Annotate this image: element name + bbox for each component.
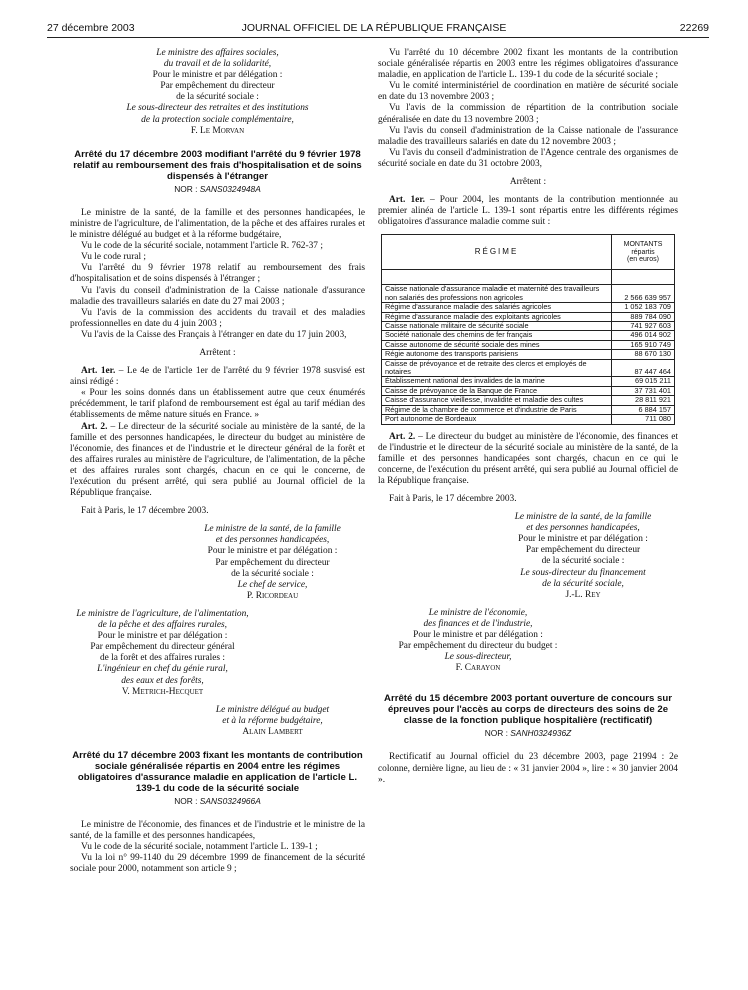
decree-title: Arrêté du 15 décembre 2003 portant ouverture de concours sur épreuves pour l'accès au corps de directeurs des soins de 2e classe de la fonction publique hospitalière (rectificatif) [384, 693, 672, 727]
nor-label: NOR : [174, 183, 198, 194]
sig-line: Par empêchement du directeur [160, 81, 275, 92]
table-body [382, 270, 675, 424]
fait-a-paris: Fait à Paris, le 17 décembre 2003. [81, 506, 209, 517]
nor-value: SANH0324936Z [510, 728, 572, 739]
preamble-paragraph: Vu la loi n° 99-1140 du 29 décembre 1999 de financement de la sécurité sociale pour 2000, notamment son article 9 ; [70, 853, 365, 875]
sig-line: Le ministre de la santé, de la famille [204, 524, 341, 535]
regime-name: Caisse de prévoyance et de retraite des clercs et employés de notaires [382, 359, 612, 377]
regime-name: Caisse d'assurance vieillesse, invalidité et maladie des cultes [382, 396, 612, 405]
preamble-paragraph: Vu le code de la sécurité sociale, notamment l'article R. 762-37 ; [81, 241, 323, 252]
header-page-number: 22269 [679, 22, 709, 34]
sig-line: de la sécurité sociale : [176, 92, 259, 103]
sig-line: Par empêchement du directeur général [90, 642, 235, 653]
header-line: répartis [631, 248, 655, 256]
regime-name: Établissement national des invalides de la marine [382, 377, 612, 386]
regime-amount: 889 784 090 [612, 312, 675, 321]
page-header [0, 0, 748, 40]
header-date: 27 décembre 2003 [47, 22, 135, 34]
article-1 [378, 195, 678, 228]
regime-amount: 28 811 921 [612, 396, 675, 405]
sig-line: Le ministre des affaires sociales, [156, 48, 279, 58]
sig-line: Pour le ministre et par délégation : [413, 630, 543, 640]
table-row [382, 396, 675, 405]
sig-line: Pour le ministre et par délégation : [152, 70, 283, 81]
rectificatif-text: Rectificatif au Journal officiel du 23 décembre 2003, page 21994 : 2e colonne, dernière ligne, au lieu de : « 31 janvier 2004 », lire : « 30 janvier 2004 ». [378, 752, 678, 785]
regime-name: Régime de la chambre de commerce et d'industrie de Paris [382, 405, 612, 414]
regime-name: Caisse autonome de sécurité sociale des mines [382, 340, 612, 349]
header-line: MONTANTS [623, 241, 663, 249]
decree-csg [70, 750, 365, 876]
regime-amount: 165 910 749 [612, 340, 675, 349]
signature-block-sante [488, 512, 678, 601]
sig-line: Pour le ministre et par délégation : [207, 546, 338, 557]
left-column [70, 48, 365, 876]
sig-line: Le ministre de la santé, de la famille [514, 512, 652, 523]
preamble-paragraph: Vu le comité interministériel de coordination en matière de sécurité sociale en date du 13 novembre 2003 ; [378, 81, 678, 103]
regime-name: Régime d'assurance maladie des exploitants agricoles [382, 312, 612, 321]
decree-title: Arrêté du 17 décembre 2003 modifiant l'arrêté du 9 février 1978 relatif au remboursement des frais d'hospitalisation et de soins dispensés à l'étranger [73, 148, 362, 182]
preamble-paragraph: Vu l'avis de la commission de répartition de la contribution sociale généralisée en date du 13 novembre 2003 ; [378, 103, 678, 125]
regime-amount: 88 670 130 [612, 350, 675, 359]
sig-line: de la sécurité sociale, [542, 578, 624, 589]
sig-line: des eaux et des forêts, [121, 675, 204, 686]
preamble-paragraph: Vu l'arrêté du 9 février 1978 relatif au remboursement des frais d'hospitalisation et de soins dispensés à l'étranger ; [70, 263, 365, 285]
sig-line: de la pêche et des affaires rurales, [97, 620, 228, 631]
table-row [382, 359, 675, 377]
decree-title: Arrêté du 17 décembre 2003 fixant les montants de contribution sociale généralisée répartis en 2004 entre les régimes obligatoires d'assurance maladie en application de l'article L. 139-1 du code de la sécurité sociale [72, 749, 363, 794]
signatory-name: F. Carayon [455, 663, 501, 674]
article-text: – Le 4e de l'article 1er de l'arrêté du 9 février 1978 susvisé est ainsi rédigé : [70, 366, 366, 388]
sig-line: et des personnes handicapées, [215, 535, 330, 546]
sig-line: Le ministre de l'économie, [428, 607, 528, 618]
article-label: Art. 2. [389, 431, 416, 442]
sig-line: Le ministre de l'agriculture, de l'alimentation, [76, 608, 249, 619]
header-rule [47, 37, 709, 38]
signatory-name: P. Ricordeau [246, 590, 299, 601]
sig-line: de la protection sociale complémentaire, [141, 114, 294, 125]
sig-line: Pour le ministre et par délégation : [97, 631, 228, 642]
regime-table [381, 234, 675, 424]
regime-name: Régie autonome des transports parisiens [382, 350, 612, 359]
table-row [382, 303, 675, 312]
top-signature-block [70, 48, 365, 137]
regime-amount: 711 080 [612, 415, 675, 424]
fait-a-paris: Fait à Paris, le 17 décembre 2003. [389, 493, 517, 504]
regime-name: Caisse de prévoyance de la Banque de France [382, 386, 612, 395]
arretent-heading: Arrêtent : [509, 177, 547, 188]
preamble-paragraph: Vu l'avis de la commission des accidents du travail et des maladies professionnelles en date du 4 juin 2003 ; [70, 307, 365, 329]
preamble-paragraph: Vu l'avis du conseil d'administration de la Caisse nationale de l'assurance maladie des travailleurs salariés en date du 12 novembre 2003 ; [378, 125, 678, 147]
article-text: – Le directeur de la sécurité sociale au ministère de la santé, de la famille et des personnes handicapées, le directeur du budget au ministère de l'économie, des finances et de l'industrie et le directeur général de la forêt et des affaires rurales au ministère de l'agriculture, de l'alimentation, de la pêche et des affaires rurales sont chargés, chacun en ce qui le concerne, de l'exécution du présent arrêté, qui sera publié au Journal officiel de la République française. [70, 421, 365, 499]
nor-value: SANS0324948A [199, 183, 261, 194]
article-text: – Le directeur du budget au ministère de l'économie, des finances et de l'industrie et le directeur de la sécurité sociale au ministère de la santé, de la famille et des personnes handicapées sont chargés, chacun en ce qui le concerne, de l'exécution du présent arrêté, qui sera publié au Journal officiel de la République française. [378, 431, 678, 486]
sig-line: Le sous-directeur des retraites et des institutions [126, 103, 309, 114]
sig-line: de la sécurité sociale : [231, 568, 314, 579]
table-row [382, 377, 675, 386]
signatory-name: V. Metrich-Hecquet [121, 686, 204, 697]
sig-line: Le sous-directeur du financement [520, 567, 646, 578]
signature-block-economie [378, 608, 578, 675]
sig-line: L'ingénieur en chef du génie rural, [97, 664, 228, 675]
signature-block-budget [180, 705, 365, 738]
sig-line: Le ministre délégué au budget [215, 704, 330, 715]
table-header-regime: RÉGIME [382, 235, 612, 270]
preamble-paragraph: Le ministre de la santé, de la famille et des personnes handicapées, le ministre de l'agriculture, de l'alimentation, de la pêche et des affaires rurales et le ministre délégué au budget et à la réforme budgétaire, [70, 207, 365, 241]
regime-amount: 741 927 603 [612, 322, 675, 331]
sig-line: Pour le ministre et par délégation : [518, 534, 648, 545]
article-1 [70, 366, 365, 388]
regime-amount: 2 566 639 957 [612, 285, 675, 303]
table-row [382, 331, 675, 340]
sig-line: Le chef de service, [237, 579, 308, 590]
nor-reference [70, 796, 365, 807]
sig-line: de la sécurité sociale : [541, 556, 625, 567]
article-label: Art. 1er. [81, 366, 116, 377]
regime-amount: 496 014 902 [612, 331, 675, 340]
table-row [382, 415, 675, 424]
nor-reference [70, 184, 365, 195]
decree-hospitalisation [70, 149, 365, 738]
preamble-paragraph: Vu l'avis de la Caisse des Français à l'étranger en date du 17 juin 2003, [81, 329, 347, 340]
sig-line: Par empêchement du directeur du budget : [398, 641, 558, 652]
header-journal-title: JOURNAL OFFICIEL DE LA RÉPUBLIQUE FRANÇAISE [241, 22, 507, 34]
arretent-heading: Arrêtent : [199, 347, 236, 358]
regime-name: Port autonome de Bordeaux [382, 415, 612, 424]
article-quote: « Pour les soins donnés dans un établissement autre que ceux énumérés précédemment, le tarif plafond de remboursement est égal au tarif médian des établissements de même nature situés en France. » [70, 388, 365, 421]
sig-line: Le sous-directeur, [444, 652, 512, 663]
preamble-paragraph: Vu l'arrêté du 10 décembre 2002 fixant les montants de la contribution sociale généralisée répartis en 2003 entre les régimes obligatoires d'assurance maladie, en application de l'article L. 139-1 du code de la sécurité sociale ; [378, 48, 678, 81]
sig-line: du travail et de la solidarité, [163, 59, 272, 70]
table-header-montants [612, 235, 675, 270]
decree-rectificatif [378, 693, 678, 785]
article-label: Art. 1er. [389, 195, 425, 206]
nor-reference [378, 728, 678, 739]
regime-name: Caisse nationale d'assurance maladie et maternité des travailleurs non salariés des professions non agricoles [382, 285, 612, 303]
preamble-paragraph: Vu le code de la sécurité sociale, notamment l'article L. 139-1 ; [81, 842, 318, 853]
preamble-paragraph: Le ministre de l'économie, des finances et de l'industrie et le ministre de la santé, de la famille et des personnes handicapées, [70, 820, 365, 842]
sig-line: et à la réforme budgétaire, [222, 715, 323, 726]
preamble-paragraph: Vu l'avis du conseil d'administration de la Caisse nationale d'assurance maladie des travailleurs salariés en date du 27 mai 2003 ; [70, 285, 365, 307]
table-spacer-row [382, 270, 675, 285]
nor-label: NOR : [174, 795, 198, 806]
sig-line: de la forêt et des affaires rurales : [99, 653, 226, 664]
article-text: – Pour 2004, les montants de la contribution mentionnée au premier alinéa de l'article L. 139-1 sont répartis entre les différents régimes obligatoires d'assurance maladie comme suit : [378, 195, 678, 228]
table-row [382, 285, 675, 303]
sig-line: et des personnes handicapées, [526, 523, 640, 534]
preamble-paragraph: Vu le code rural ; [81, 252, 147, 263]
article-2 [378, 432, 678, 487]
signatory-name: F. Le Morvan [190, 125, 245, 136]
article-2 [70, 422, 365, 500]
signature-block-sante [180, 524, 365, 602]
preamble-paragraph: Vu l'avis du conseil d'administration de l'Agence centrale des organismes de sécurité sociale en date du 31 octobre 2003, [378, 147, 678, 169]
sig-line: Par empêchement du directeur [525, 545, 641, 556]
regime-name: Caisse nationale militaire de sécurité sociale [382, 322, 612, 331]
header-line: (en euros) [627, 256, 659, 264]
regime-amount: 87 447 464 [612, 359, 675, 377]
regime-amount: 6 884 157 [612, 405, 675, 414]
table-row [382, 350, 675, 359]
sig-line: Par empêchement du directeur [215, 557, 330, 568]
signatory-name: J.-L. Rey [565, 589, 601, 600]
regime-amount: 37 731 401 [612, 386, 675, 395]
regime-amount: 1 052 183 709 [612, 303, 675, 312]
regime-amount: 69 015 211 [612, 377, 675, 386]
nor-label: NOR : [484, 728, 508, 739]
right-column [378, 48, 678, 786]
regime-name: Société nationale des chemins de fer français [382, 331, 612, 340]
nor-value: SANS0324966A [199, 795, 261, 806]
sig-line: des finances et de l'industrie, [423, 618, 533, 629]
signature-block-agriculture [70, 609, 255, 698]
signatory-name: Alain Lambert [242, 726, 303, 737]
article-label: Art. 2. [81, 421, 108, 432]
regime-name: Régime d'assurance maladie des salariés agricoles [382, 303, 612, 312]
